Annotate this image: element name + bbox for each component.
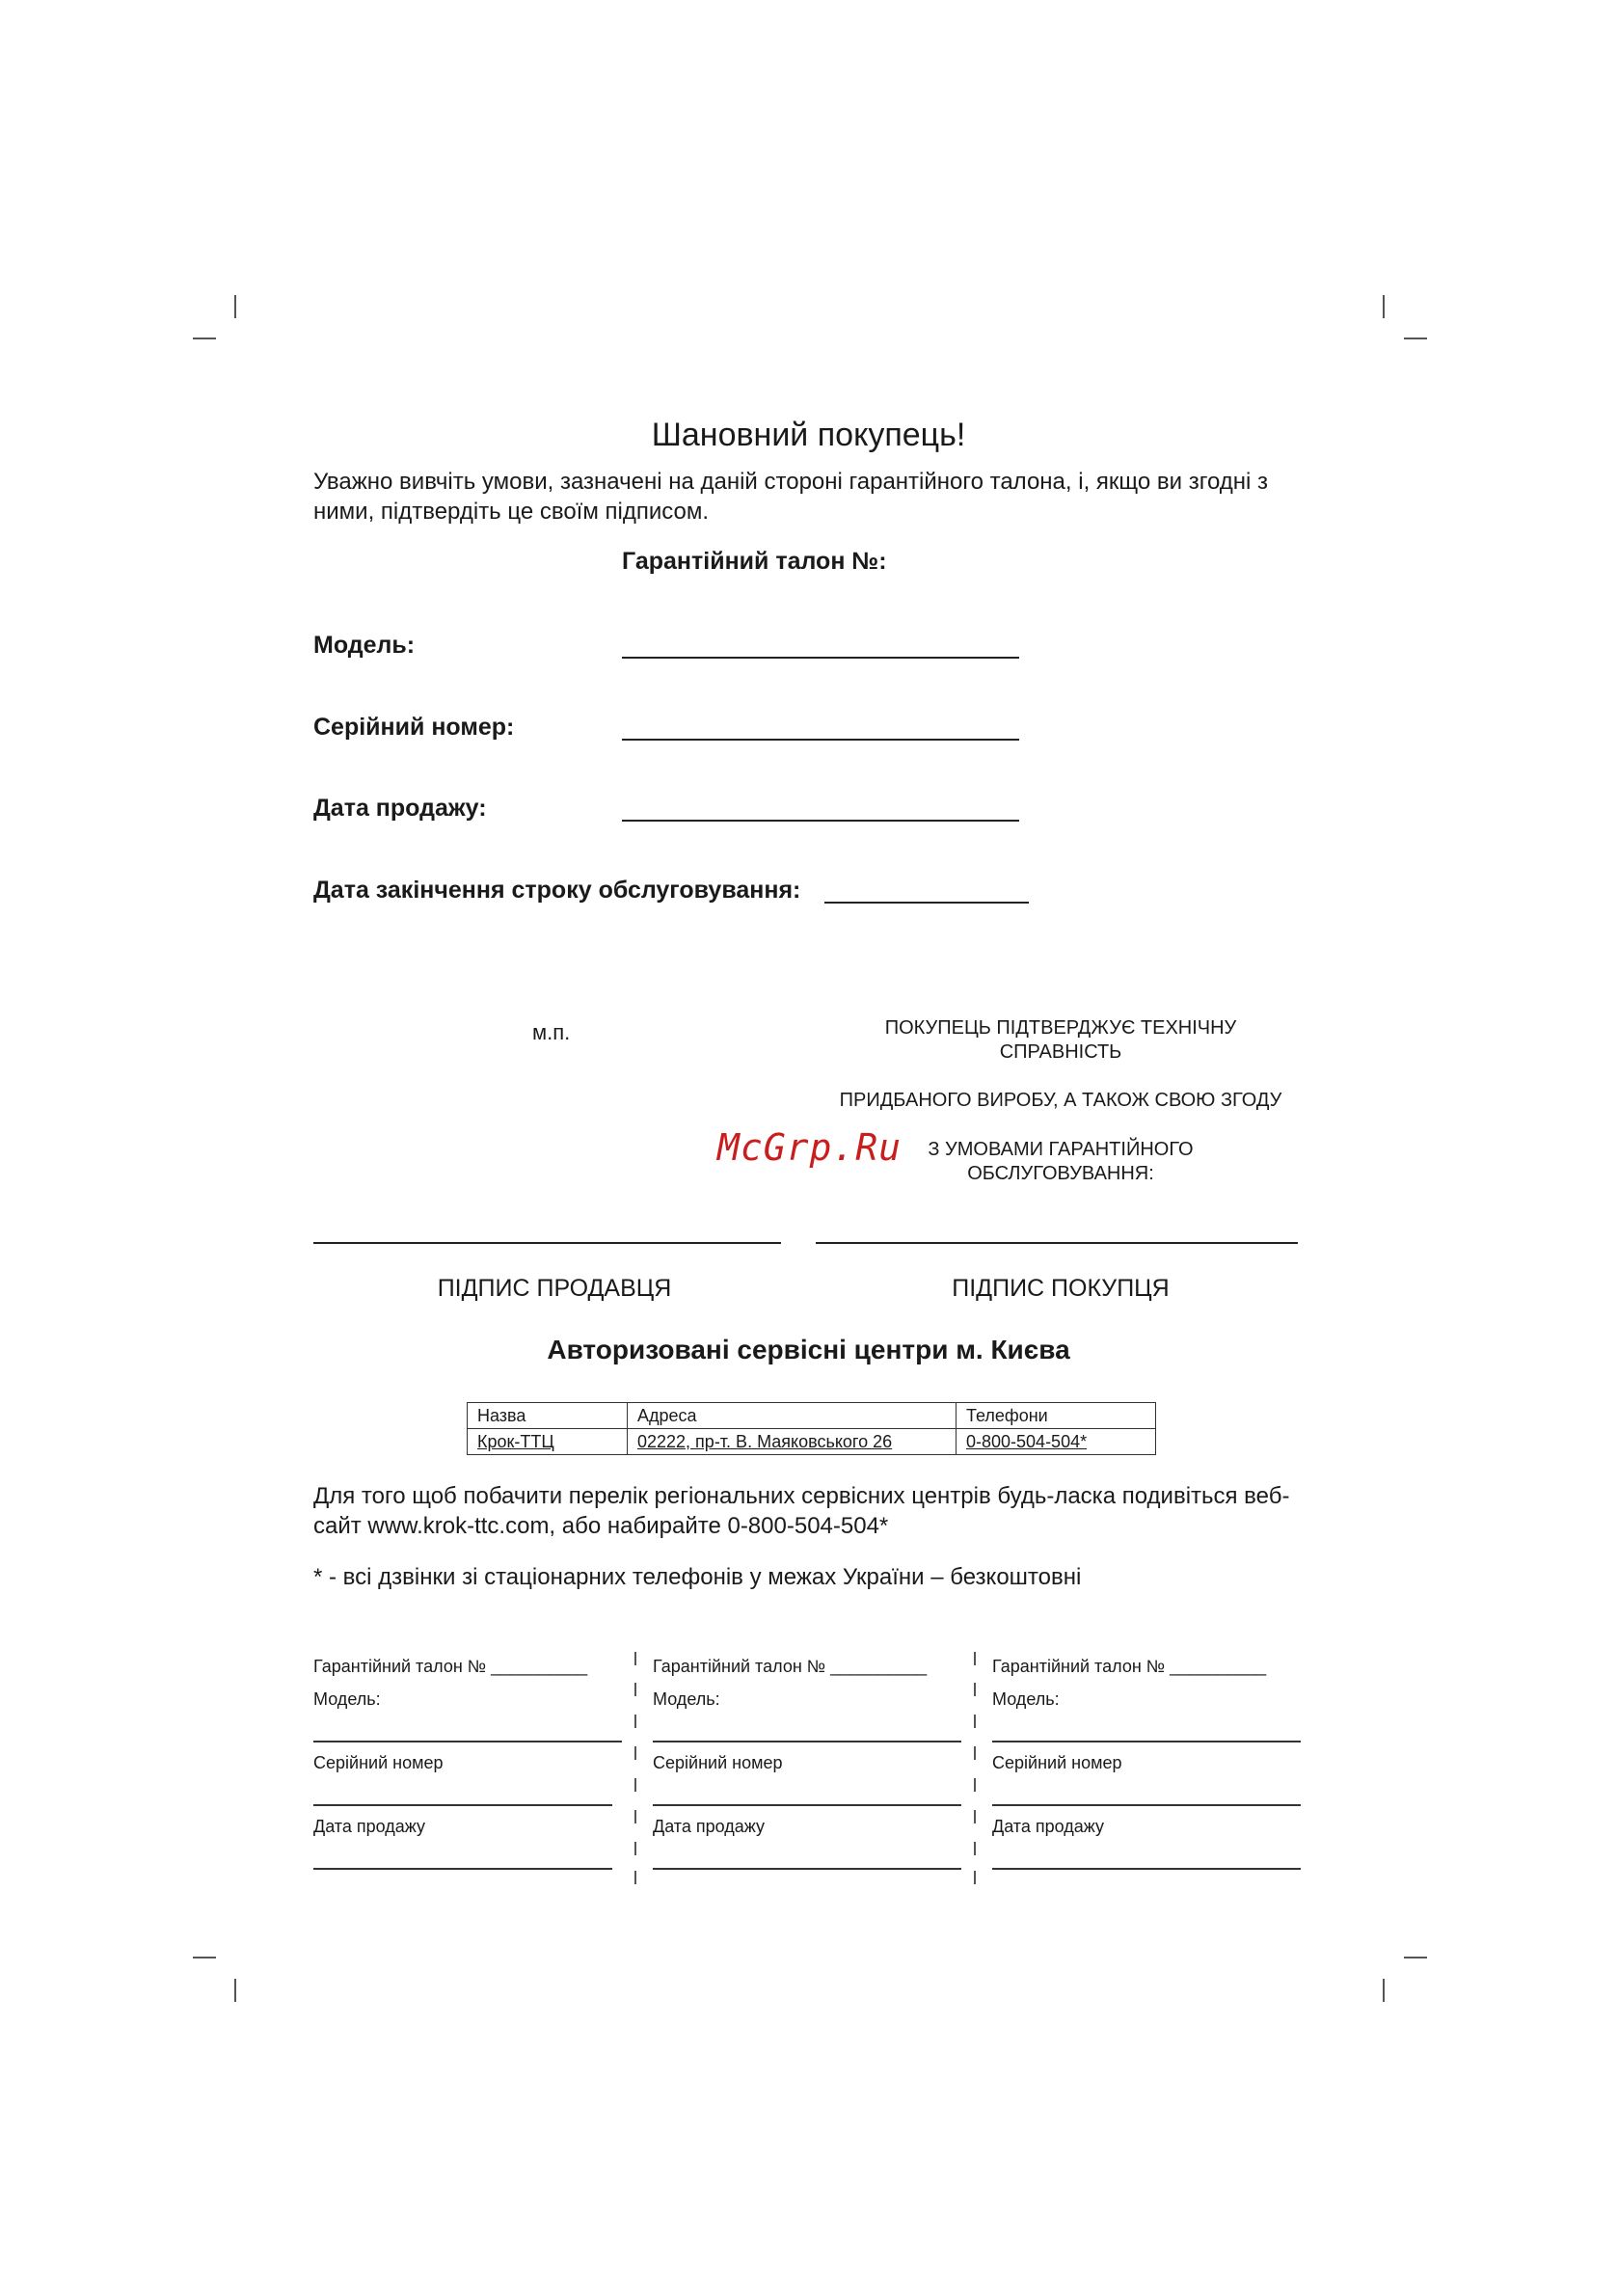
table-header-cell: Телефони xyxy=(957,1403,1156,1429)
crop-mark xyxy=(1383,1979,1385,2002)
expiry-field[interactable] xyxy=(824,902,1029,904)
service-centers-title: Авторизовані сервісні центри м. Києва xyxy=(547,1335,1070,1364)
intro-text: Уважно вивчіть умови, зазначені на даній стороні гарантійного талона, і, якщо ви згодні з ними, підтвердіть це своїм підписом. xyxy=(313,469,1269,525)
coupon-warranty-label: Гарантійний талон № __________ xyxy=(313,1657,588,1676)
seller-signature-label: ПІДПИС ПРОДАВЦЯ xyxy=(437,1275,672,1302)
table-cell xyxy=(628,1429,957,1455)
coupon-sale-date-field[interactable] xyxy=(313,1868,612,1870)
coupon-serial-field[interactable] xyxy=(313,1804,612,1806)
table-row xyxy=(468,1429,1156,1455)
crop-mark xyxy=(234,1979,236,2002)
cut-line-dash xyxy=(634,1810,636,1823)
cut-line-dash xyxy=(974,1842,976,1855)
footnote-text: * - всі дзвінки зі стаціонарних телефонів у межах України – безкоштовні xyxy=(313,1564,1082,1590)
coupon-serial-field[interactable] xyxy=(992,1804,1301,1806)
crop-mark xyxy=(234,295,236,318)
sale-date-field[interactable] xyxy=(622,820,1019,822)
coupon-model-label: Модель: xyxy=(313,1689,381,1709)
coupon-sale-date-label: Дата продажу xyxy=(992,1817,1104,1836)
service-centers-table xyxy=(467,1402,1156,1455)
cut-line-dash xyxy=(634,1715,636,1728)
coupon-model-label: Модель: xyxy=(653,1689,720,1709)
cut-line-dash xyxy=(974,1683,976,1696)
crop-mark xyxy=(1404,1957,1427,1958)
cut-line-dash xyxy=(634,1842,636,1855)
coupon-sale-date-label: Дата продажу xyxy=(653,1817,765,1836)
buyer-confirm-line: З УМОВАМИ ГАРАНТІЙНОГО xyxy=(928,1139,1194,1160)
buyer-confirm-line: ПРИДБАНОГО ВИРОБУ, А ТАКОЖ СВОЮ ЗГОДУ xyxy=(839,1090,1282,1111)
coupon-sale-date-field[interactable] xyxy=(992,1868,1301,1870)
buyer-confirm-line: ОБСЛУГОВУВАННЯ: xyxy=(967,1163,1154,1184)
cut-line-dash xyxy=(974,1778,976,1792)
crop-mark xyxy=(193,338,216,339)
seller-signature-line[interactable] xyxy=(313,1242,781,1244)
coupon-serial-label: Серійний номер xyxy=(313,1753,444,1772)
table-cell xyxy=(957,1429,1156,1455)
buyer-signature-line[interactable] xyxy=(816,1242,1298,1244)
coupon-sale-date-field[interactable] xyxy=(653,1868,961,1870)
cut-line-dash xyxy=(634,1683,636,1696)
cut-line-dash xyxy=(634,1652,636,1665)
center-address-link[interactable]: 02222, пр-т. В. Маяковського 26 xyxy=(637,1431,893,1451)
crop-mark xyxy=(1383,295,1385,318)
center-name-link[interactable]: Крок-ТТЦ xyxy=(477,1431,554,1451)
coupon-model-field[interactable] xyxy=(992,1741,1301,1742)
cut-line-dash xyxy=(974,1652,976,1665)
cut-line-dash xyxy=(634,1871,636,1884)
regional-info-text: Для того щоб побачити перелік регіональних сервісних центрів будь-ласка подивіться веб-сайт www.krok-ttc.com, або набирайте 0-800-504-504* xyxy=(313,1483,1290,1539)
crop-mark xyxy=(1404,338,1427,339)
coupon-model-field[interactable] xyxy=(653,1741,961,1742)
cut-line-dash xyxy=(974,1871,976,1884)
sale-date-label: Дата продажу: xyxy=(313,795,487,822)
crop-mark xyxy=(193,1957,216,1958)
buyer-signature-label: ПІДПИС ПОКУПЦЯ xyxy=(952,1275,1170,1302)
watermark: McGrp.Ru xyxy=(717,1126,903,1169)
coupon-model-label: Модель: xyxy=(992,1689,1060,1709)
coupon-serial-field[interactable] xyxy=(653,1804,961,1806)
table-cell xyxy=(468,1429,628,1455)
buyer-confirm-line: ПОКУПЕЦЬ ПІДТВЕРДЖУЄ ТЕХНІЧНУ xyxy=(884,1017,1237,1039)
center-phone-link[interactable]: 0-800-504-504* xyxy=(966,1431,1088,1451)
serial-field[interactable] xyxy=(622,739,1019,741)
page-title: Шановний покупець! xyxy=(651,417,966,453)
coupon-sale-date-label: Дата продажу xyxy=(313,1817,425,1836)
table-header-row xyxy=(468,1403,1156,1429)
cut-line-dash xyxy=(634,1746,636,1760)
table-header-cell: Назва xyxy=(468,1403,628,1429)
stamp-place: м.п. xyxy=(532,1020,571,1044)
warranty-number-label: Гарантійний талон №: xyxy=(622,548,887,575)
coupon-warranty-label: Гарантійний талон № __________ xyxy=(992,1657,1267,1676)
coupon-warranty-label: Гарантійний талон № __________ xyxy=(653,1657,928,1676)
buyer-confirm-line: СПРАВНІСТЬ xyxy=(999,1041,1122,1063)
table-header-cell: Адреса xyxy=(628,1403,957,1429)
model-label: Модель: xyxy=(313,632,416,659)
cut-line-dash xyxy=(974,1810,976,1823)
model-field[interactable] xyxy=(622,657,1019,659)
cut-line-dash xyxy=(974,1746,976,1760)
expiry-label: Дата закінчення строку обслуговування: xyxy=(313,877,801,904)
coupon-serial-label: Серійний номер xyxy=(992,1753,1122,1772)
cut-line-dash xyxy=(634,1778,636,1792)
cut-line-dash xyxy=(974,1715,976,1728)
coupon-model-field[interactable] xyxy=(313,1741,622,1742)
coupon-serial-label: Серійний номер xyxy=(653,1753,783,1772)
serial-label: Серійний номер: xyxy=(313,714,515,741)
